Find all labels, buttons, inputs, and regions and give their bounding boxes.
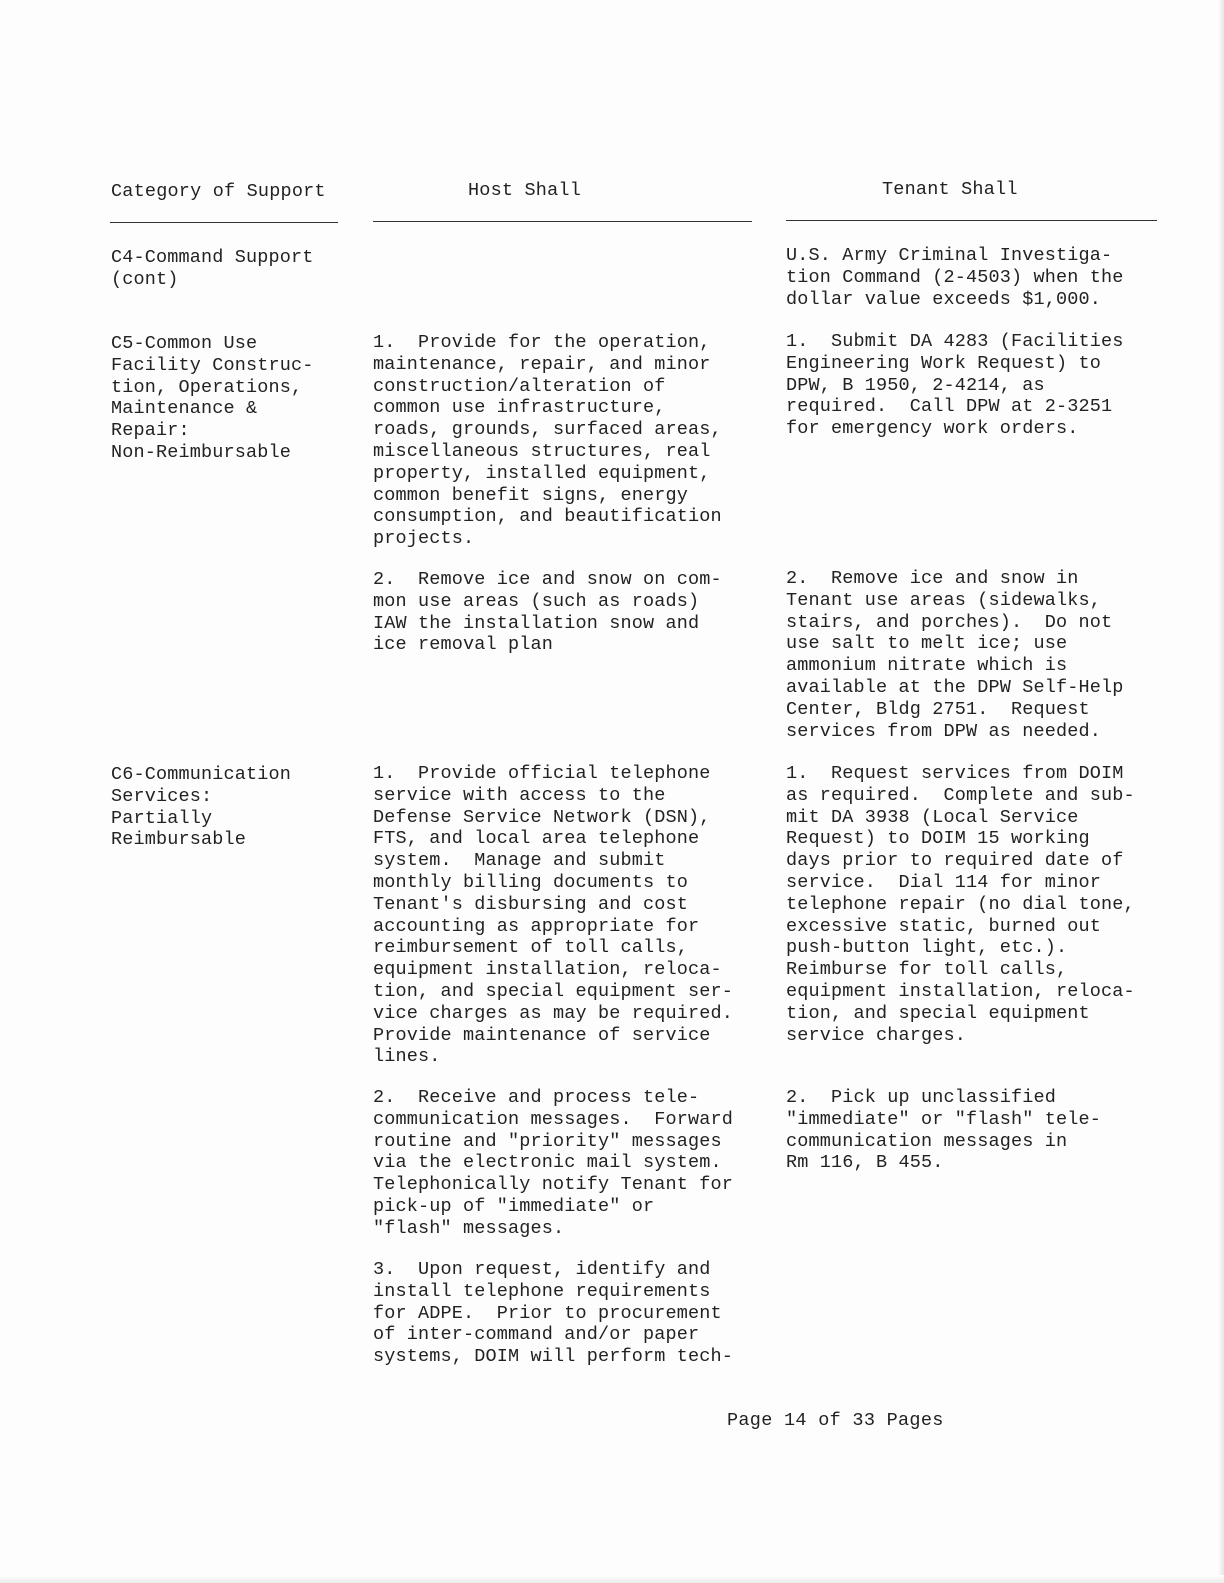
c6-host-item-2: 2. Receive and process tele- communication messages. Forward routine and "priority" messages via the electronic mail system. Telephonically notify Tenant for pick-up of "immediate" or "flash" messages. xyxy=(373,1087,734,1239)
c5-category: C5-Common Use Facility Construc- tion, Operations, Maintenance & Repair: Non-Reimbursable xyxy=(111,333,314,463)
c6-tenant-item-2: 2. Pick up unclassified "immediate" or "flash" tele- communication messages in Rm 116, B 455. xyxy=(786,1087,1102,1174)
c6-host-item-1: 1. Provide official telephone service with access to the Defense Service Network (DSN), FTS, and local area telephone system. Manage and submit monthly billing documents to Tenant's disbursing and cost accounting as appropriate for reimbursement of toll calls, equipment installation, reloca- tion, and special equipment ser- vice charges as may be required. Provide maintenance of service lines. xyxy=(373,763,734,1068)
scan-edge-shadow xyxy=(1218,0,1224,1583)
header-rule-host xyxy=(373,221,752,222)
header-rule-tenant xyxy=(786,220,1157,221)
c6-tenant-item-1: 1. Request services from DOIM as required. Complete and sub- mit DA 3938 (Local Service Request) to DOIM 15 working days prior to required date of service. Dial 114 for minor telephone repair (no dial tone, excessive static, burned out push-button light, etc.). Reimburse for toll calls, equipment installation, reloca- tion, and special equipment service charges. xyxy=(786,763,1135,1046)
c6-host-item-3: 3. Upon request, identify and install telephone requirements for ADPE. Prior to procurement of inter-command and/or paper systems, DOIM will perform tech- xyxy=(373,1259,734,1368)
page-number-footer: Page 14 of 33 Pages xyxy=(727,1410,944,1431)
c5-tenant-item-2: 2. Remove ice and snow in Tenant use areas (sidewalks, stairs, and porches). Do not use salt to melt ice; use ammonium nitrate which is available at the DPW Self-Help Center, Bldg 2751. Request services from DPW as needed. xyxy=(786,568,1124,742)
header-host-shall: Host Shall xyxy=(468,180,582,201)
header-tenant-shall: Tenant Shall xyxy=(882,179,1018,200)
header-rule-category xyxy=(110,222,338,223)
c4-tenant-text: U.S. Army Criminal Investiga- tion Command (2-4503) when the dollar value exceeds $1,000. xyxy=(786,245,1124,310)
header-category-of-support: Category of Support xyxy=(111,181,326,202)
c5-host-item-1: 1. Provide for the operation, maintenance, repair, and minor construction/alteration of common use infrastructure, roads, grounds, surfaced areas, miscellaneous structures, real property, installed equipment, common benefit signs, energy consumption, and beautification projects. xyxy=(373,332,722,550)
c4-category: C4-Command Support (cont) xyxy=(111,247,314,290)
c5-tenant-item-1: 1. Submit DA 4283 (Facilities Engineering Work Request) to DPW, B 1950, 2-4214, as required. Call DPW at 2-3251 for emergency work orders. xyxy=(786,331,1124,440)
c5-host-item-2: 2. Remove ice and snow on com- mon use areas (such as roads) IAW the installation snow and ice removal plan xyxy=(373,569,722,656)
c6-category: C6-Communication Services: Partially Reimbursable xyxy=(111,764,292,851)
scan-bottom-shadow xyxy=(0,1575,1224,1583)
